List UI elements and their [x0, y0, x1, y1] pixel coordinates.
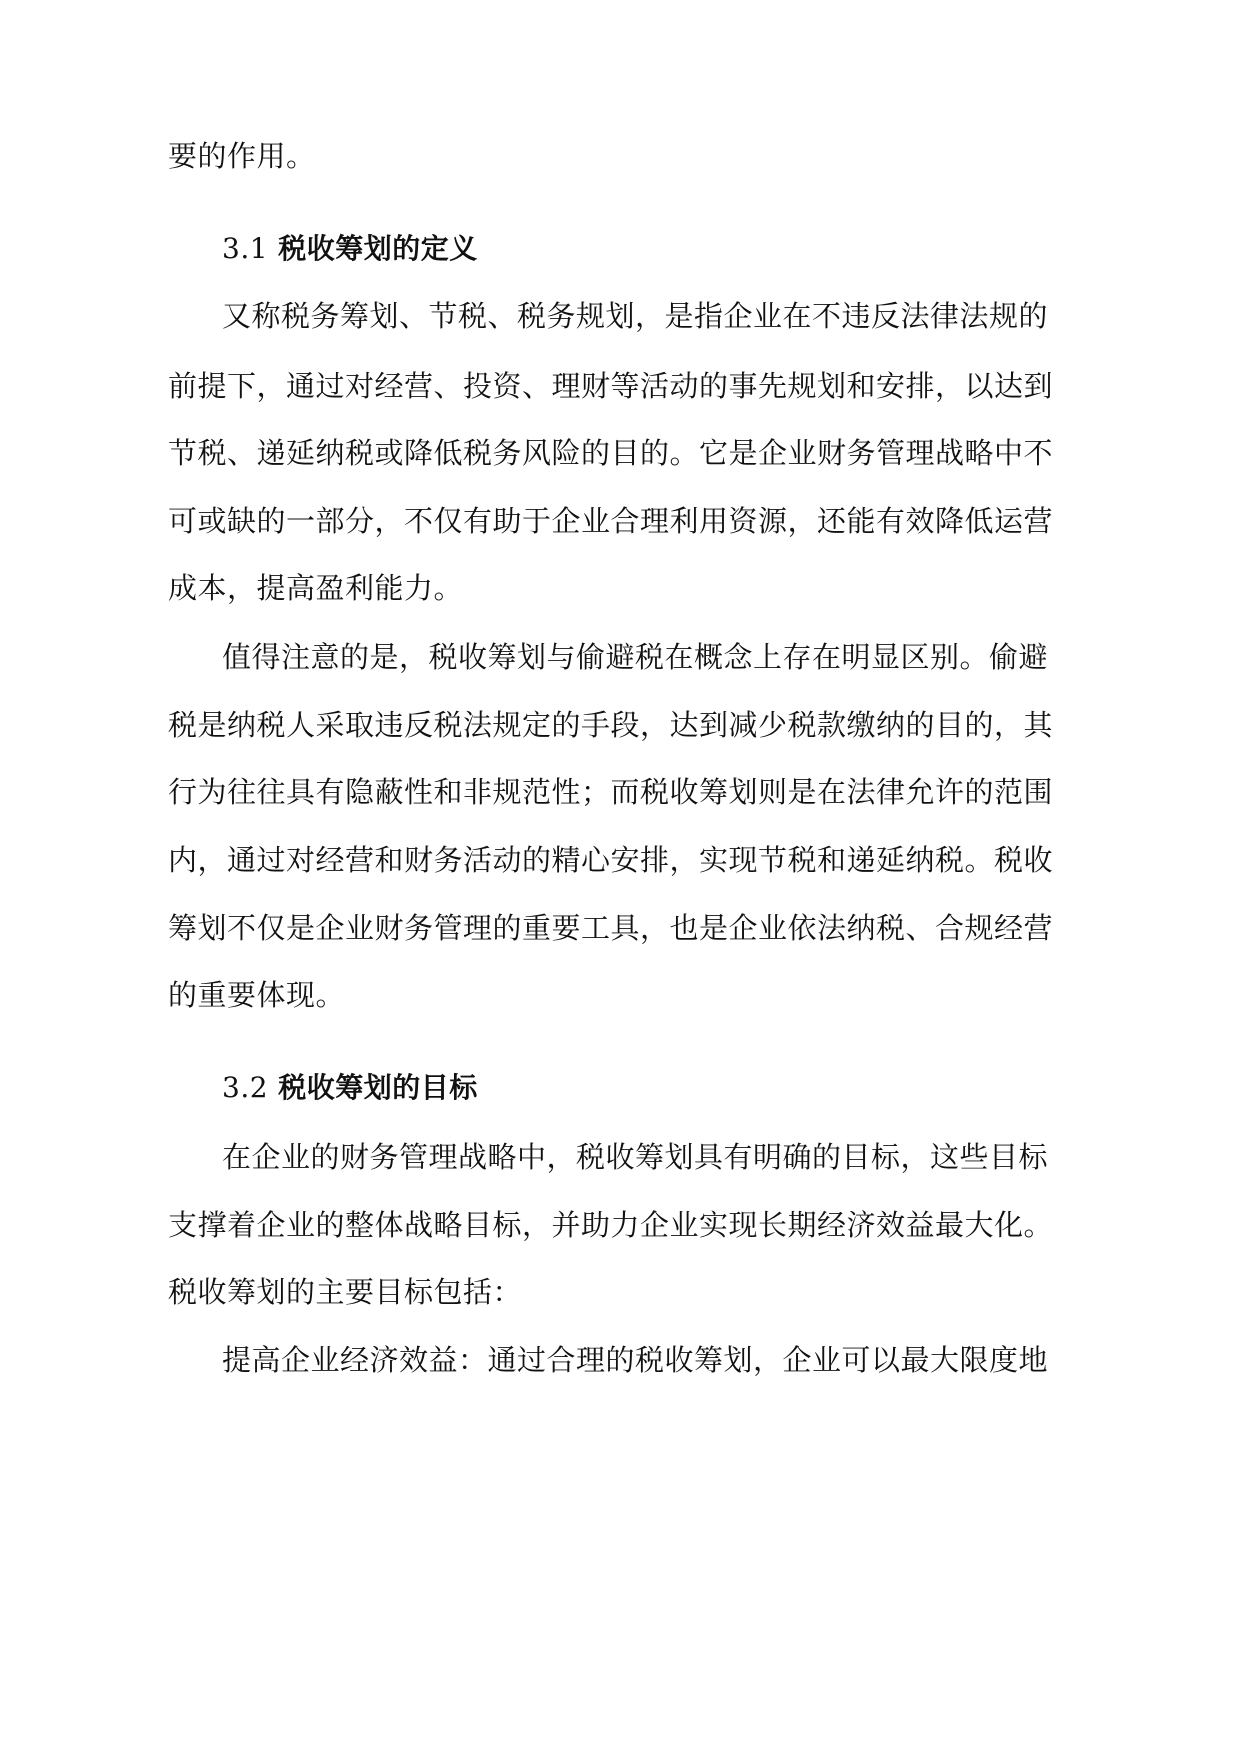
section-number: 3.1: [222, 232, 269, 265]
paragraph-first-line: 提高企业经济效益：通过合理的税收筹划，企业可以最大限度地: [222, 1343, 1049, 1377]
text-line: 行为往往具有隐蔽性和非规范性；而税收筹划则是在法律允许的范围: [168, 775, 1054, 809]
text-line: 前提下，通过对经营、投资、理财等活动的事先规划和安排，以达到: [168, 369, 1054, 403]
text-line: 要的作用。: [168, 139, 316, 173]
section-heading-3-1: [222, 229, 478, 269]
text-line: 支撑着企业的整体战略目标，并助力企业实现长期经济效益最大化。: [168, 1208, 1054, 1242]
text-line: 成本，提高盈利能力。: [168, 571, 464, 605]
section-title: 税收筹划的定义: [278, 232, 478, 265]
text-line: 筹划不仅是企业财务管理的重要工具，也是企业依法纳税、合规经营: [168, 911, 1054, 945]
text-line: 节税、递延纳税或降低税务风险的目的。它是企业财务管理战略中不: [168, 436, 1054, 470]
text-line: 可或缺的一部分，不仅有助于企业合理利用资源，还能有效降低运营: [168, 504, 1054, 538]
text-line: 的重要体现。: [168, 978, 346, 1012]
section-heading-3-2: [222, 1068, 478, 1108]
text-line: 内，通过对经营和财务活动的精心安排，实现节税和递延纳税。税收: [168, 843, 1054, 877]
section-title: 税收筹划的目标: [278, 1071, 478, 1104]
text-line: 税是纳税人采取违反税法规定的手段，达到减少税款缴纳的目的，其: [168, 708, 1054, 742]
paragraph-first-line: 又称税务筹划、节税、税务规划，是指企业在不违反法律法规的: [222, 299, 1049, 333]
paragraph-first-line: 值得注意的是，税收筹划与偷避税在概念上存在明显区别。偷避: [222, 640, 1049, 674]
text-line: 税收筹划的主要目标包括：: [168, 1275, 523, 1309]
paragraph-first-line: 在企业的财务管理战略中，税收筹划具有明确的目标，这些目标: [222, 1140, 1049, 1174]
section-number: 3.2: [222, 1071, 269, 1104]
